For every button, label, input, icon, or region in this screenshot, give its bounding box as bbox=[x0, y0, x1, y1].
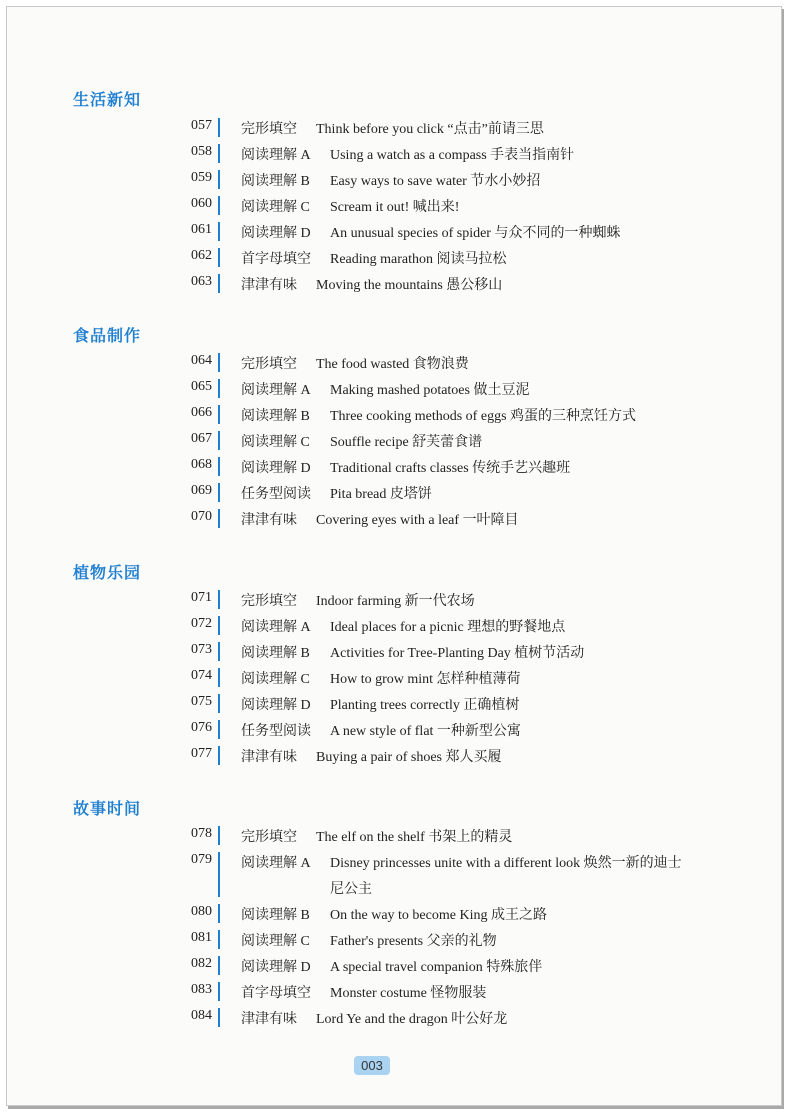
entry-page-number: 065 bbox=[191, 379, 212, 394]
section-list bbox=[7, 350, 781, 532]
entry-divider-bar bbox=[218, 720, 220, 739]
entry-title: Activities for Tree-Planting Day 植树节活动 bbox=[330, 646, 585, 661]
entry-page-number: 059 bbox=[191, 170, 212, 185]
entry-divider-bar bbox=[218, 956, 220, 975]
entry-page-number: 067 bbox=[191, 431, 212, 446]
entry-title: Souffle recipe 舒芙蕾食谱 bbox=[330, 435, 483, 450]
entry-exercise-type: 阅读理解 B bbox=[241, 646, 310, 661]
entry-exercise-type: 阅读理解 C bbox=[241, 200, 310, 215]
entry-page-number: 084 bbox=[191, 1008, 212, 1023]
entry-divider-bar bbox=[218, 379, 220, 398]
toc-entry[interactable] bbox=[7, 428, 781, 454]
entry-page-number: 076 bbox=[191, 720, 212, 735]
entry-title: Monster costume 怪物服装 bbox=[330, 986, 487, 1001]
entry-page-number: 082 bbox=[191, 956, 212, 971]
entry-divider-bar bbox=[218, 405, 220, 424]
toc-entry[interactable] bbox=[7, 849, 781, 901]
entry-title: A special travel companion 特殊旅伴 bbox=[330, 960, 543, 975]
entry-page-number: 075 bbox=[191, 694, 212, 709]
entry-title: Lord Ye and the dragon 叶公好龙 bbox=[316, 1012, 508, 1027]
entry-divider-bar bbox=[218, 904, 220, 923]
entry-divider-bar bbox=[218, 144, 220, 163]
entry-page-number: 070 bbox=[191, 509, 212, 524]
section-list bbox=[7, 115, 781, 297]
toc-entry[interactable] bbox=[7, 115, 781, 141]
entry-page-number: 063 bbox=[191, 274, 212, 289]
entry-exercise-type: 阅读理解 A bbox=[241, 383, 311, 398]
section-heading: 植物乐园 bbox=[73, 563, 142, 582]
entry-page-number: 072 bbox=[191, 616, 212, 631]
entry-title: Reading marathon 阅读马拉松 bbox=[330, 252, 507, 267]
entry-title: On the way to become King 成王之路 bbox=[330, 908, 547, 923]
entry-title: The food wasted 食物浪费 bbox=[316, 357, 469, 372]
toc-entry[interactable] bbox=[7, 927, 781, 953]
toc-entry[interactable] bbox=[7, 454, 781, 480]
entry-title: Moving the mountains 愚公移山 bbox=[316, 278, 503, 293]
entry-page-number: 061 bbox=[191, 222, 212, 237]
entry-page-number: 060 bbox=[191, 196, 212, 211]
entry-exercise-type: 阅读理解 D bbox=[241, 226, 311, 241]
entry-title: Traditional crafts classes 传统手艺兴趣班 bbox=[330, 461, 571, 476]
toc-page bbox=[6, 6, 782, 1106]
entry-title: Three cooking methods of eggs 鸡蛋的三种烹饪方式 bbox=[330, 409, 637, 424]
entry-divider-bar bbox=[218, 616, 220, 635]
entry-divider-bar bbox=[218, 196, 220, 215]
toc-entry[interactable] bbox=[7, 743, 781, 769]
toc-entry[interactable] bbox=[7, 245, 781, 271]
entry-page-number: 080 bbox=[191, 904, 212, 919]
toc-entry[interactable] bbox=[7, 480, 781, 506]
entry-page-number: 057 bbox=[191, 118, 212, 133]
entry-exercise-type: 津津有味 bbox=[241, 513, 297, 528]
entry-exercise-type: 阅读理解 A bbox=[241, 620, 311, 635]
entry-exercise-type: 阅读理解 D bbox=[241, 960, 311, 975]
entry-title: Indoor farming 新一代农场 bbox=[316, 594, 475, 609]
toc-entry[interactable] bbox=[7, 402, 781, 428]
entry-title: Using a watch as a compass 手表当指南针 bbox=[330, 148, 575, 163]
entry-divider-bar bbox=[218, 590, 220, 609]
entry-exercise-type: 阅读理解 D bbox=[241, 698, 311, 713]
toc-entry[interactable] bbox=[7, 639, 781, 665]
entry-title: Covering eyes with a leaf 一叶障目 bbox=[316, 513, 519, 528]
entry-divider-bar bbox=[218, 746, 220, 765]
entry-exercise-type: 津津有味 bbox=[241, 278, 297, 293]
entry-page-number: 083 bbox=[191, 982, 212, 997]
toc-entry[interactable] bbox=[7, 823, 781, 849]
toc-entry[interactable] bbox=[7, 613, 781, 639]
entry-divider-bar bbox=[218, 118, 220, 137]
entry-title: Making mashed potatoes 做土豆泥 bbox=[330, 383, 530, 398]
entry-divider-bar bbox=[218, 431, 220, 450]
entry-exercise-type: 津津有味 bbox=[241, 750, 297, 765]
entry-divider-bar bbox=[218, 248, 220, 267]
entry-exercise-type: 阅读理解 C bbox=[241, 435, 310, 450]
entry-divider-bar bbox=[218, 457, 220, 476]
toc-entry[interactable] bbox=[7, 1005, 781, 1031]
entry-divider-bar bbox=[218, 274, 220, 293]
entry-divider-bar bbox=[218, 982, 220, 1001]
entry-exercise-type: 阅读理解 B bbox=[241, 174, 310, 189]
entry-page-number: 074 bbox=[191, 668, 212, 683]
entry-divider-bar bbox=[218, 509, 220, 528]
section-heading: 故事时间 bbox=[73, 799, 142, 818]
entry-page-number: 071 bbox=[191, 590, 212, 605]
section-list bbox=[7, 823, 781, 1031]
entry-exercise-type: 阅读理解 D bbox=[241, 461, 311, 476]
entry-title: Father's presents 父亲的礼物 bbox=[330, 934, 497, 949]
section-heading: 生活新知 bbox=[73, 90, 142, 109]
entry-exercise-type: 阅读理解 A bbox=[241, 148, 311, 163]
toc-entry[interactable] bbox=[7, 506, 781, 532]
entry-divider-bar bbox=[218, 483, 220, 502]
entry-divider-bar bbox=[218, 668, 220, 687]
entry-divider-bar bbox=[218, 642, 220, 661]
section-list bbox=[7, 587, 781, 769]
entry-exercise-type: 任务型阅读 bbox=[241, 487, 311, 502]
entry-page-number: 079 bbox=[191, 852, 212, 867]
entry-title: Buying a pair of shoes 郑人买履 bbox=[316, 750, 502, 765]
entry-exercise-type: 阅读理解 C bbox=[241, 934, 310, 949]
toc-entry[interactable] bbox=[7, 979, 781, 1005]
entry-title: Disney princesses unite with a different look 焕然一新的迪士 bbox=[330, 856, 682, 871]
entry-title: How to grow mint 怎样种植薄荷 bbox=[330, 672, 521, 687]
entry-exercise-type: 任务型阅读 bbox=[241, 724, 311, 739]
toc-entry[interactable] bbox=[7, 901, 781, 927]
entry-page-number: 064 bbox=[191, 353, 212, 368]
toc-entry[interactable] bbox=[7, 953, 781, 979]
entry-divider-bar bbox=[218, 353, 220, 372]
toc-entry[interactable] bbox=[7, 219, 781, 245]
entry-page-number: 081 bbox=[191, 930, 212, 945]
toc-entry[interactable] bbox=[7, 587, 781, 613]
entry-exercise-type: 完形填空 bbox=[241, 357, 297, 372]
entry-title-continuation: 尼公主 bbox=[330, 882, 372, 897]
entry-divider-bar bbox=[218, 170, 220, 189]
entry-exercise-type: 阅读理解 B bbox=[241, 908, 310, 923]
entry-page-number: 066 bbox=[191, 405, 212, 420]
toc-entry[interactable] bbox=[7, 193, 781, 219]
entry-page-number: 068 bbox=[191, 457, 212, 472]
entry-title: Easy ways to save water 节水小妙招 bbox=[330, 174, 541, 189]
entry-title: A new style of flat 一种新型公寓 bbox=[330, 724, 521, 739]
entry-page-number: 062 bbox=[191, 248, 212, 263]
entry-exercise-type: 津津有味 bbox=[241, 1012, 297, 1027]
entry-divider-bar bbox=[218, 694, 220, 713]
entry-title: The elf on the shelf 书架上的精灵 bbox=[316, 830, 513, 845]
entry-divider-bar bbox=[218, 930, 220, 949]
toc-entry[interactable] bbox=[7, 167, 781, 193]
toc-entry[interactable] bbox=[7, 141, 781, 167]
entry-exercise-type: 完形填空 bbox=[241, 830, 297, 845]
entry-divider-bar bbox=[218, 826, 220, 845]
entry-title: Pita bread 皮塔饼 bbox=[330, 487, 432, 502]
entry-exercise-type: 完形填空 bbox=[241, 594, 297, 609]
toc-entry[interactable] bbox=[7, 691, 781, 717]
entry-page-number: 069 bbox=[191, 483, 212, 498]
entry-divider-bar bbox=[218, 222, 220, 241]
entry-divider-bar bbox=[218, 852, 220, 897]
entry-page-number: 077 bbox=[191, 746, 212, 761]
entry-title: Think before you click “点击”前请三思 bbox=[316, 122, 544, 137]
toc-entry[interactable] bbox=[7, 665, 781, 691]
entry-exercise-type: 阅读理解 C bbox=[241, 672, 310, 687]
entry-exercise-type: 首字母填空 bbox=[241, 252, 311, 267]
entry-page-number: 058 bbox=[191, 144, 212, 159]
entry-exercise-type: 首字母填空 bbox=[241, 986, 311, 1001]
toc-entry[interactable] bbox=[7, 376, 781, 402]
section-heading: 食品制作 bbox=[73, 326, 142, 345]
toc-entry[interactable] bbox=[7, 717, 781, 743]
toc-entry[interactable] bbox=[7, 350, 781, 376]
entry-page-number: 078 bbox=[191, 826, 212, 841]
entry-exercise-type: 阅读理解 A bbox=[241, 856, 311, 871]
entry-exercise-type: 阅读理解 B bbox=[241, 409, 310, 424]
entry-title: Planting trees correctly 正确植树 bbox=[330, 698, 520, 713]
entry-page-number: 073 bbox=[191, 642, 212, 657]
entry-divider-bar bbox=[218, 1008, 220, 1027]
entry-title: An unusual species of spider 与众不同的一种蜘蛛 bbox=[330, 226, 621, 241]
page-number-badge: 003 bbox=[354, 1056, 390, 1075]
entry-title: Scream it out! 喊出来! bbox=[330, 200, 460, 215]
entry-exercise-type: 完形填空 bbox=[241, 122, 297, 137]
entry-title: Ideal places for a picnic 理想的野餐地点 bbox=[330, 620, 566, 635]
toc-entry[interactable] bbox=[7, 271, 781, 297]
